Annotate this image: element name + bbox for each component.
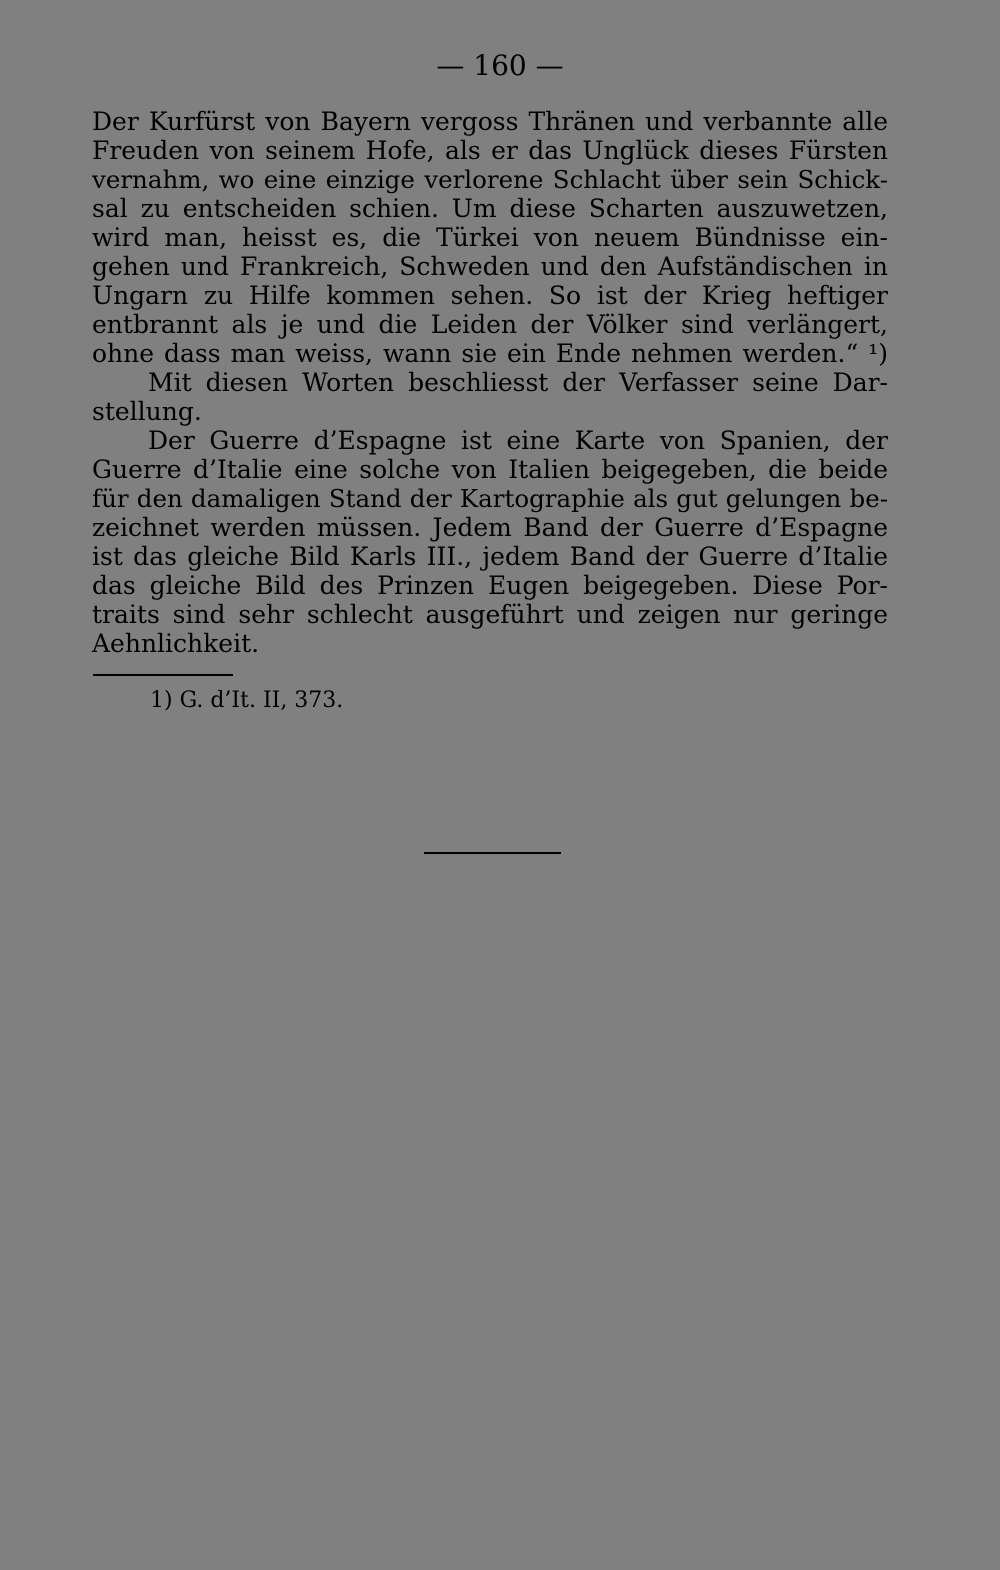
text-line: für den damaligen Stand der Kartographie als gut gelungen be- — [92, 484, 888, 513]
text-line: Aehnlichkeit. — [92, 629, 260, 658]
text-line: Mit diesen Worten beschliesst der Verfasser seine Dar- — [148, 368, 888, 397]
text-line: Ungarn zu Hilfe kommen sehen. So ist der Krieg heftiger — [92, 281, 888, 310]
text-line: das gleiche Bild des Prinzen Eugen beigegeben. Diese Por- — [92, 571, 888, 600]
text-line: Der Guerre d’Espagne ist eine Karte von Spanien, der — [148, 426, 888, 455]
text-line: wird man, heisst es, die Türkei von neuem Bündnisse ein- — [92, 223, 888, 252]
text-line: stellung. — [92, 397, 202, 426]
text-line: Guerre d’Italie eine solche von Italien beigegeben, die beide — [92, 455, 888, 484]
text-line: Freuden von seinem Hofe, als er das Unglück dieses Fürsten — [92, 136, 888, 165]
text-line: traits sind sehr schlecht ausgeführt und zeigen nur geringe — [92, 600, 888, 629]
text-line: ohne dass man weiss, wann sie ein Ende nehmen werden.“ ¹) — [92, 339, 888, 368]
text-line: ist das gleiche Bild Karls III., jedem Band der Guerre d’Italie — [92, 542, 888, 571]
text-line: Der Kurfürst von Bayern vergoss Thränen und verbannte alle — [92, 107, 888, 136]
text-line: entbrannt als je und die Leiden der Völker sind verlängert, — [92, 310, 888, 339]
text-line: vernahm, wo eine einzige verlorene Schlacht über sein Schick- — [92, 165, 888, 194]
body-text — [92, 107, 888, 658]
footnote: 1) G. d’It. II, 373. — [150, 688, 344, 713]
text-line: gehen und Frankreich, Schweden und den Aufständischen in — [92, 252, 888, 281]
page-number: — 160 — — [436, 49, 564, 82]
text-line: zeichnet werden müssen. Jedem Band der Guerre d’Espagne — [92, 513, 888, 542]
end-divider — [424, 852, 561, 854]
footnote-divider — [93, 674, 233, 676]
text-line: sal zu entscheiden schien. Um diese Scharten auszuwetzen, — [92, 194, 888, 223]
